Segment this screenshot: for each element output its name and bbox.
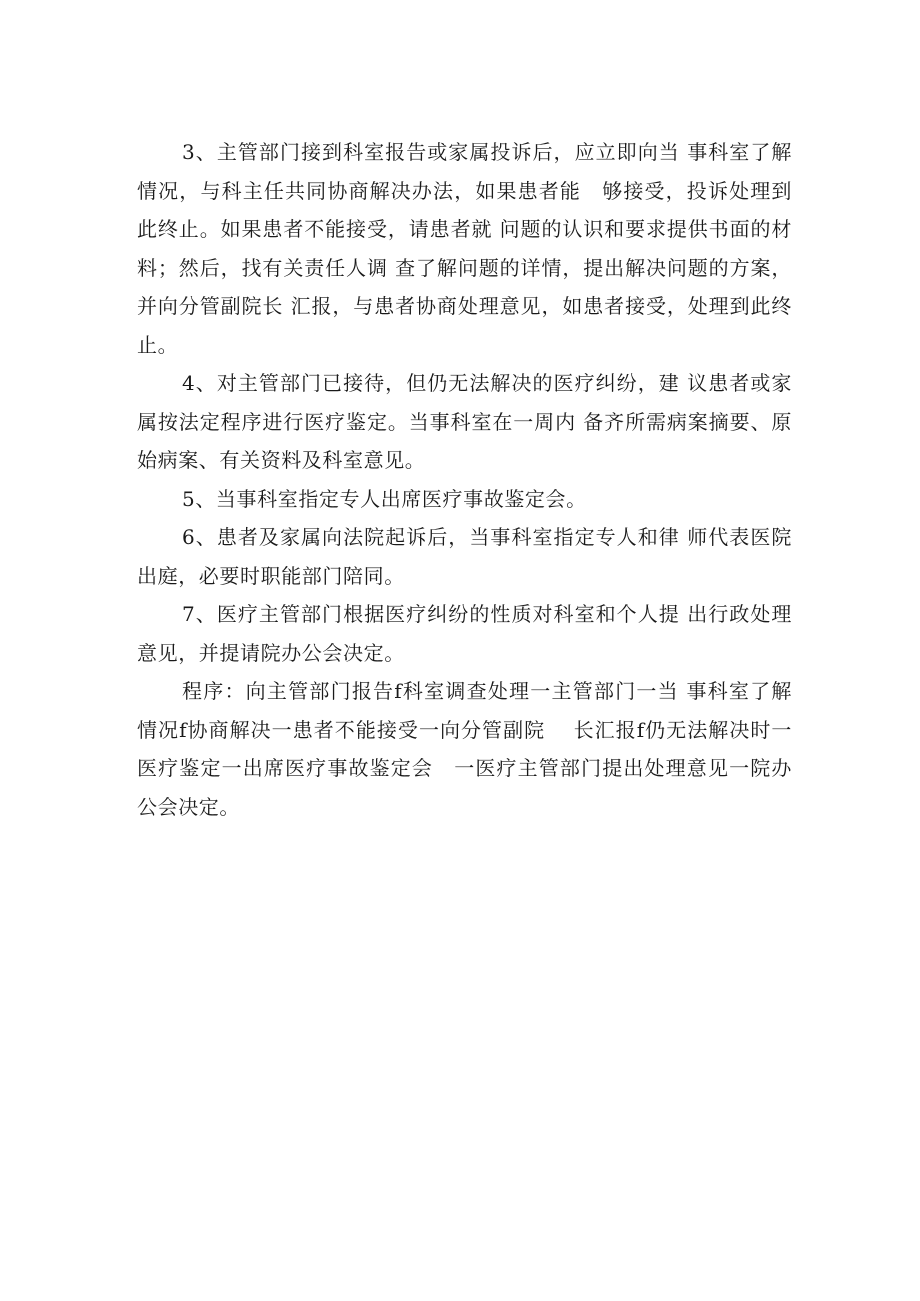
paragraph-item-6: 6、患者及家属向法院起诉后，当事科室指定专人和律 师代表医院出庭，必要时职能部门陪同。 (137, 525, 792, 588)
paragraph-item-3: 3、主管部门接到科室报告或家属投诉后，应立即向当 事科室了解情况，与科主任共同协商解决办法，如果患者能 够接受，投诉处理到此终止。如果患者不能接受，请患者就 问题的认识和要求提供书面的材料；然后，找有关责任人调 查了解问题的详情，提出解决问题的方案，并向分管副院长 汇报，与患者协商处理意见，如患者接受，处理到此终止。 (137, 140, 792, 357)
document-body (137, 133, 792, 826)
paragraph-item-7: 7、医疗主管部门根据医疗纠纷的性质对科室和个人提 出行政处理意见，并提请院办公会决定。 (137, 602, 792, 665)
paragraph-procedure: 程序：向主管部门报告f科室调查处理一主管部门一当 事科室了解情况f协商解决一患者不能接受一向分管副院 长汇报f仍无法解决时一医疗鉴定一出席医疗事故鉴定会 一医疗主管部门提出处理意见一院办公会决定。 (137, 679, 792, 819)
paragraph-item-5: 5、当事科室指定专人出席医疗事故鉴定会。 (182, 486, 587, 511)
paragraph-item-4: 4、对主管部门已接待，但仍无法解决的医疗纠纷，建 议患者或家属按法定程序进行医疗鉴定。当事科室在一周内 备齐所需病案摘要、原始病案、有关资料及科室意见。 (137, 371, 792, 472)
